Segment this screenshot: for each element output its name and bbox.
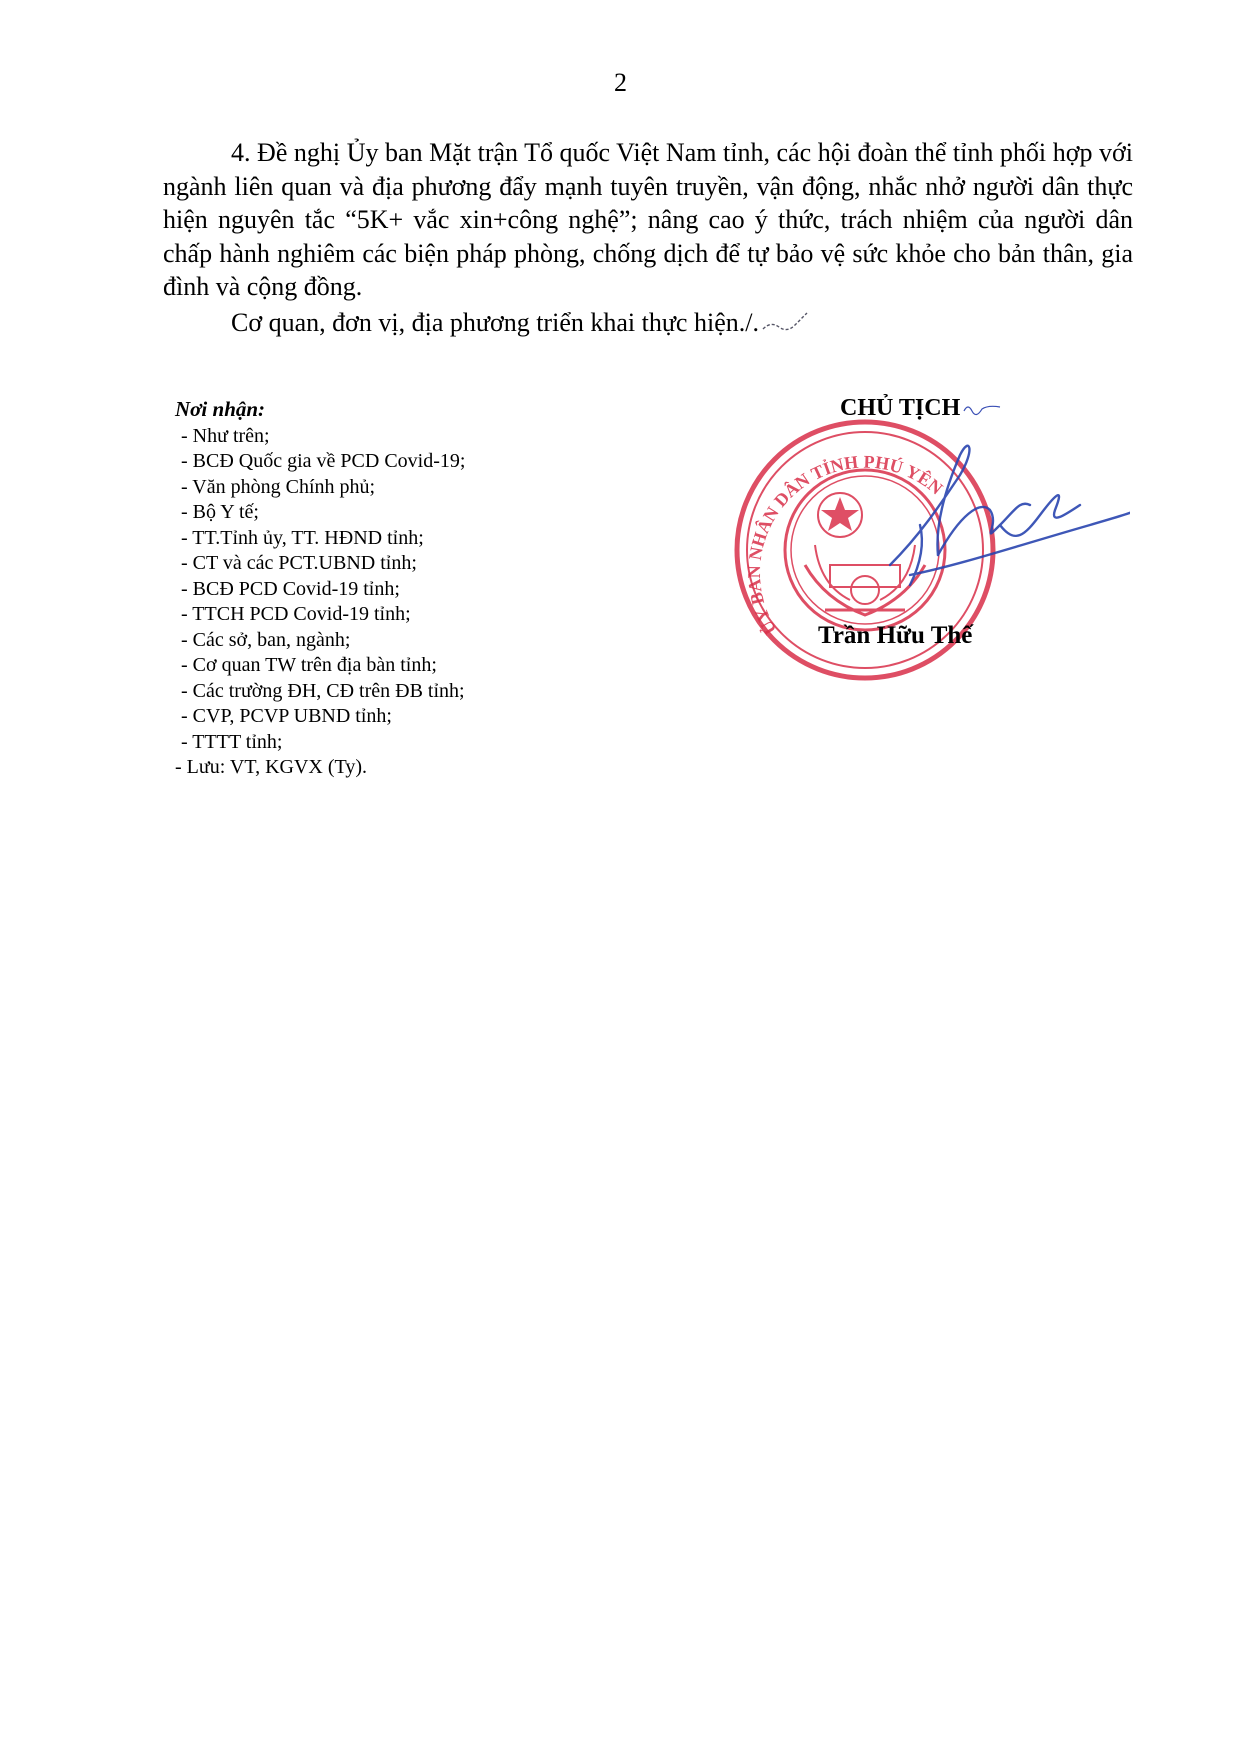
recipient-item: - CT và các PCT.UBND tỉnh; [181,552,417,574]
recipients-title: Nơi nhận: [175,397,266,421]
document-body [163,136,1133,339]
recipient-item: - TT.Tỉnh ủy, TT. HĐND tỉnh; [181,526,424,549]
page-number: 2 [614,68,627,97]
recipient-item: - Lưu: VT, KGVX (Ty). [175,756,368,778]
signature-block [730,390,1130,690]
recipient-item: - Cơ quan TW trên địa bàn tỉnh; [181,654,437,676]
recipient-item: - Văn phòng Chính phủ; [181,475,376,498]
recipient-item: - Các trường ĐH, CĐ trên ĐB tỉnh; [181,679,465,702]
handwritten-signature-icon [850,415,1130,615]
signer-role: CHỦ TỊCH [840,395,1002,422]
recipient-item: - Như trên; [181,424,270,447]
recipient-item: - TTCH PCD Covid-19 tỉnh; [181,603,411,625]
paragraph-4: 4. Đề nghị Ủy ban Mặt trận Tổ quốc Việt Nam tỉnh, các hội đoàn thể tỉnh phối hợp với ngành liên quan và địa phương đẩy mạnh tuyên truyền, vận động, nhắc nhở người dân thực hiện nguyên tắc “5K+ vắc xin+công nghệ”; nâng cao ý thức, trách nhiệm của người dân chấp hành nghiêm các biện pháp phòng, chống dịch để tự bảo vệ sức khỏe cho bản thân, gia đình và cộng đồng. [163,138,1133,301]
recipient-item: - BCĐ PCD Covid-19 tỉnh; [181,577,400,600]
recipient-item: - Các sở, ban, ngành; [181,628,351,651]
recipient-item: - BCĐ Quốc gia về PCD Covid-19; [181,450,466,472]
signer-name: Trần Hữu Thế [818,622,973,649]
recipients-block [175,397,465,781]
recipient-item: - TTTT tỉnh; [181,730,283,753]
recipient-item: - CVP, PCVP UBND tỉnh; [181,705,392,727]
seal-text: ỦY BAN NHÂN DÂN TỈNH PHÚ YÊN [743,451,947,639]
recipients-list [175,424,465,781]
closing-paragraph [163,306,1133,340]
initials-mark [761,311,811,337]
recipient-item: - Bộ Y tế; [181,501,259,523]
closing-text: Cơ quan, đơn vị, địa phương triển khai thực hiện./. [231,307,759,337]
